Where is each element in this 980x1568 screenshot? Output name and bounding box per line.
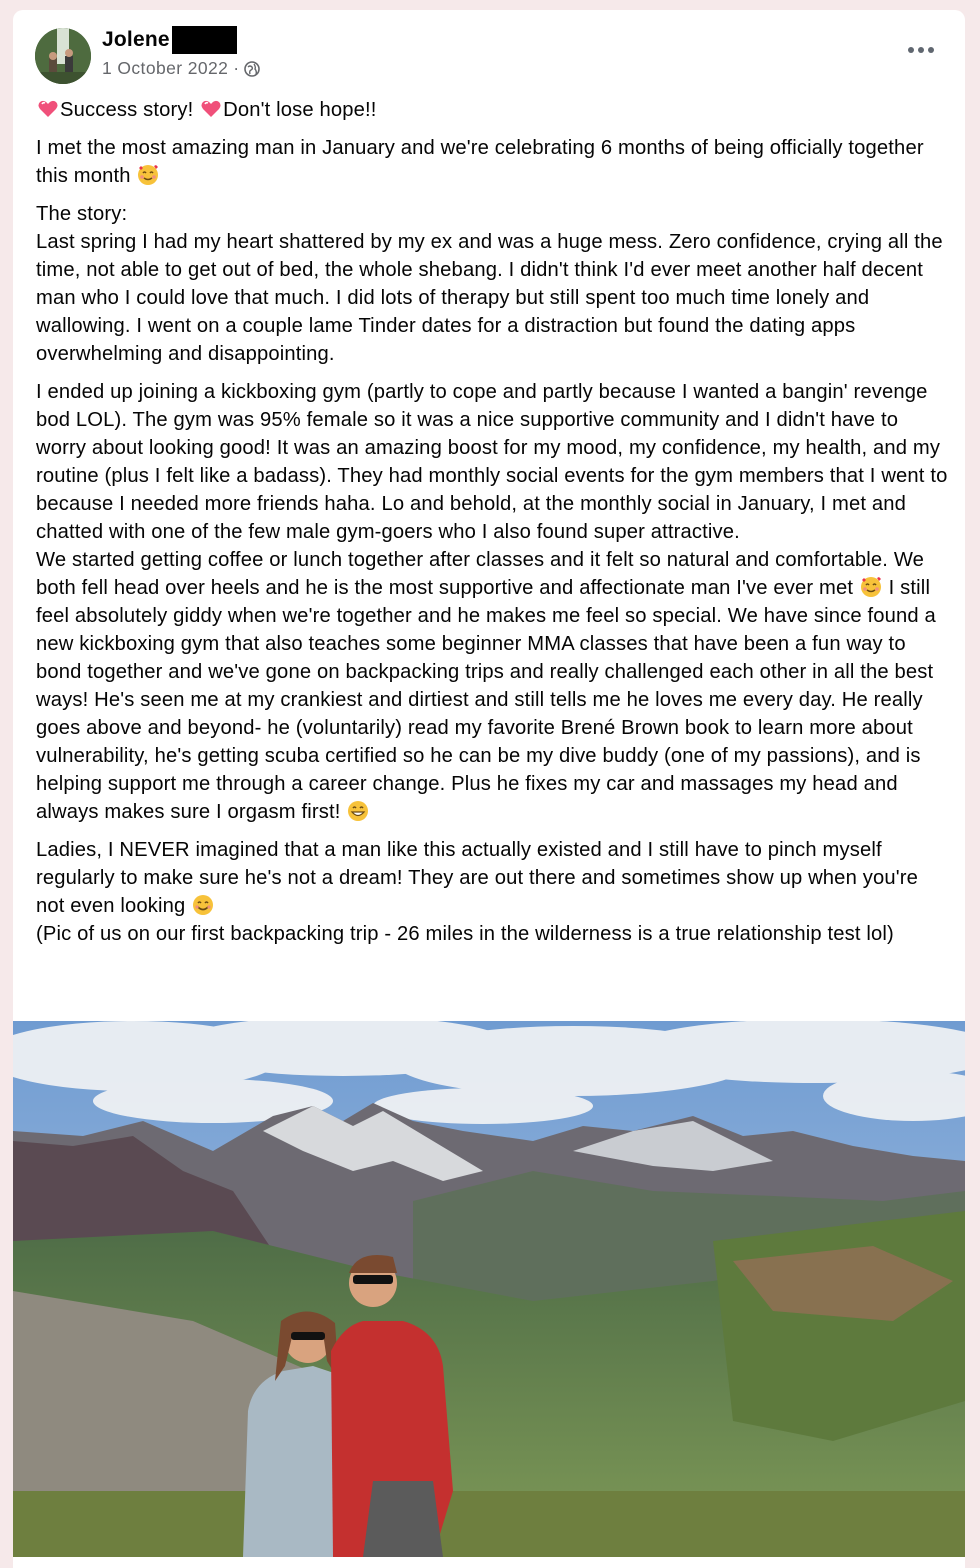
- meta-separator: ·: [233, 58, 240, 78]
- post-meta: [102, 58, 260, 79]
- story-title: The story:: [36, 203, 128, 225]
- mountain-photo: [13, 1021, 965, 1557]
- intro-text: I met the most amazing man in January and we're celebrating 6 months of being officially together this month: [36, 137, 924, 187]
- post-card: [13, 10, 965, 1568]
- story-body: Last spring I had my heart shattered by my ex and was a huge mess. Zero confidence, crying all the time, not able to get out of bed, the whole shebang. I didn't think I'd ever meet another half decent man who I could love that much. I did lots of therapy but still spent too much time lonely and wallowing. I went on a couple lame Tinder dates for a distraction but found the dating apps overwhelming and disappointing.: [36, 231, 943, 365]
- grinning-emoji-icon: [347, 800, 369, 822]
- post-date[interactable]: 1 October 2022: [102, 58, 229, 78]
- paragraph-closing: [36, 836, 948, 948]
- heart-emoji-icon: [37, 98, 59, 120]
- more-options-icon[interactable]: [901, 38, 941, 62]
- paragraph-relationship: [36, 546, 948, 826]
- paragraph-intro: [36, 134, 948, 190]
- author-name[interactable]: Jolene: [102, 28, 170, 51]
- headline-text-b: Don't lose hope!!: [223, 99, 377, 121]
- smiling-hearts-emoji-icon: [860, 576, 882, 598]
- headline: [36, 96, 948, 124]
- more-dot: [928, 47, 934, 53]
- headline-text-a: Success story!: [60, 99, 194, 121]
- post-text: [36, 96, 948, 958]
- post-header: [13, 10, 965, 90]
- more-dot: [908, 47, 914, 53]
- more-dot: [918, 47, 924, 53]
- closing-text: Ladies, I NEVER imagined that a man like this actually existed and I still have to pinch myself regularly to make sure he's not a dream! They are out there and sometimes show up when you're not even looking: [36, 839, 918, 917]
- smiling-emoji-icon: [192, 894, 214, 916]
- photo-caption: (Pic of us on our first backpacking trip - 26 miles in the wilderness is a true relationship test lol): [36, 923, 894, 945]
- relationship-text-a: We started getting coffee or lunch together after classes and it felt so natural and comfortable. We both fell head over heels and he is the most supportive and affectionate man I've ever met: [36, 549, 925, 599]
- paragraph-gym: [36, 378, 948, 546]
- avatar[interactable]: [35, 28, 91, 84]
- paragraph-story: [36, 200, 948, 368]
- smiling-hearts-emoji-icon: [137, 164, 159, 186]
- redacted-surname: [172, 26, 237, 54]
- post-photo[interactable]: [13, 1021, 965, 1557]
- heart-emoji-icon: [200, 98, 222, 120]
- globe-icon[interactable]: [244, 61, 260, 77]
- gym-text: I ended up joining a kickboxing gym (partly to cope and partly because I wanted a bangin' revenge bod LOL). The gym was 95% female so it was a nice supportive community and I didn't have to worry about looking good! It was an amazing boost for my mood, my confidence, my health, and my routine (plus I felt like a badass). They had monthly social events for the gym members that I went to because I needed more friends haha. Lo and behold, at the monthly social in January, I met and chatted with one of the few male gym-goers who I also found super attractive.: [36, 381, 948, 543]
- relationship-text-b: I still feel absolutely giddy when we're together and he makes me feel so special. We have since found a new kickboxing gym that also teaches some beginner MMA classes that have been a fun way to bond together and we've gone on backpacking trips and really challenged each other in all the best ways! He's seen me at my crankiest and dirtiest and still tells me he loves me every day. He really goes above and beyond- he (voluntarily) read my favorite Brené Brown book to learn more about vulnerability, he's getting scuba certified so he can be my dive buddy (one of my passions), and is helping support me through a career change. Plus he fixes my car and massages my head and always makes sure I orgasm first!: [36, 577, 936, 823]
